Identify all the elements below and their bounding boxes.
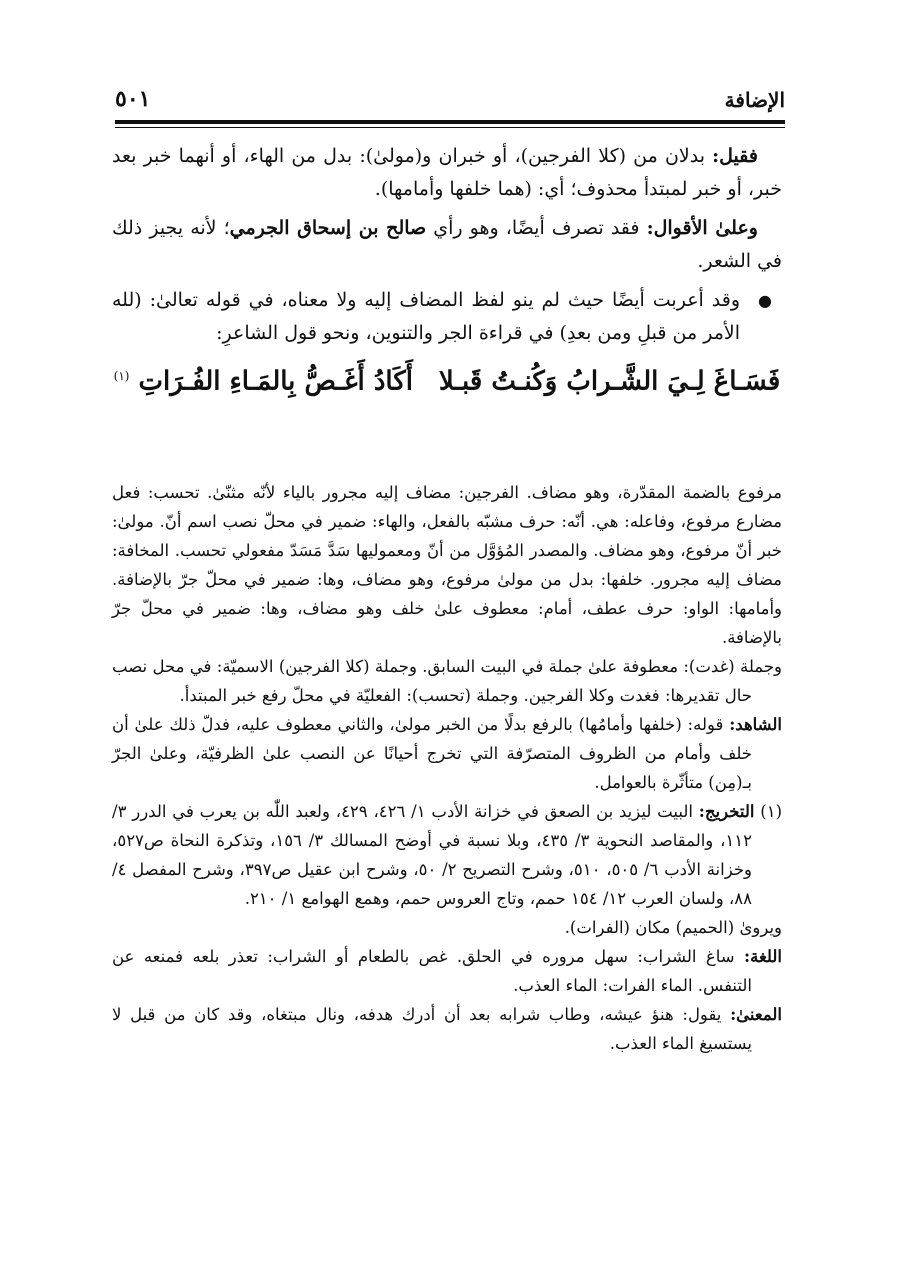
header-rule-thin: [115, 127, 785, 128]
note-sources-prefix: (١): [754, 802, 782, 821]
note-evidence: [112, 710, 782, 797]
note-parsing: مرفوع بالضمة المقدّرة، وهو مضاف. الفرجين: مضاف إليه مجرور بالياء لأنّه مثنّىٰ. تحسب: فعل مضارع مرفوع، وفاعله: هي. أنّه: حرف مشبّه بالفعل، والهاء: ضمير في محلّ نصب اسم أنّ. مولىٰ: خبر أنّ مرفوع، وهو مضاف. والمصدر المُؤوَّل من أنّ ومعموليها سَدَّ مَسَدّ مفعولي تحسب. المخافة: مضاف إليه مجرور. خلفها: بدل من مولىٰ مرفوع، وهو مضاف، وها: ضمير في محلّ جرّ بالإضافة. وأمامها: الواو: حرف عطف، أمام: معطوف علىٰ خلف وهو مضاف، وها: ضمير في محلّ جرّ بالإضافة.: [112, 483, 782, 647]
paragraph-2-text-c: ؛ لأنه يجيز ذلك في الشعر.: [112, 217, 782, 272]
note-meaning-text: يقول: هنؤ عيشه، وطاب شرابه بعد أن أدرك هدفه، ونال مبتغاه، وقد كان من قبل لا يستسيغ الماء العذب.: [112, 1005, 752, 1053]
note-variant: ويروىٰ (الحميم) مكان (الفرات).: [564, 918, 782, 937]
footnote-reference: (١): [113, 369, 130, 383]
bullet-paragraph: [112, 284, 782, 350]
note-sources-text: البيت ليزيد بن الصعق في خزانة الأدب ١/ ٤٢٦، ٤٢٩، ولعبد اللّٰه بن يعرب في الدرر ٣/ ١١٢، والمقاصد النحوية ٣/ ٤٣٥، وبلا نسبة في أوضح المسالك ٣/ ١٥٦، وتذكرة النحاة ص٥٢٧، وخزانة الأدب ٦/ ٥٠٥، ٥١٠، وشرح التصريح ٢/ ٥٠، وشرح ابن عقيل ص٣٩٧، وشرح المفصل ٤/ ٨٨، ولسان العرب ١٢/ ١٥٤ حمم، وتاج العروس حمم، وهمع الهوامع ١/ ٢١٠.: [112, 802, 752, 908]
note-language: [112, 942, 782, 1000]
note-evidence-label: الشاهد:: [729, 715, 782, 734]
paragraph-2-text-a: فقد تصرف أيضًا، وهو رأي: [426, 217, 647, 239]
note-sources-label: التخريج:: [698, 802, 755, 821]
verse-second-hemistich: أَكَادُ أَغَـصُّ بِالمَـاءِ الفُـرَاتِ: [138, 366, 413, 397]
footnotes: [112, 478, 782, 1058]
chapter-title: الإضافة: [724, 88, 785, 112]
paragraph-2-label: وعلىٰ الأقوال:: [646, 217, 758, 239]
bullet-text: وقد أعربت أيضًا حيث لم ينو لفظ المضاف إليه ولا معناه، في قوله تعالىٰ: (لله الأمر من قبلِ ومن بعدِ) في قراءة الجر والتنوين، ونحو قول الشاعرِ:: [112, 289, 740, 344]
poetry-verse: [112, 360, 782, 399]
note-meaning-label: المعنىٰ:: [730, 1005, 782, 1024]
main-text: [112, 140, 782, 399]
note-sources: [112, 797, 782, 913]
note-evidence-text: قوله: (خلفها وأمامُها) بالرفع بدلًا من الخبر مولىٰ، والثاني معطوف عليه، فدلّ ذلك علىٰ أن خلف وأمام من الظروف المتصرّفة التي تخرج أحيانًا عن النصب علىٰ الظرفيّة، وعلىٰ الجرّ بـ(مِن) متأثّرة بالعوامل.: [112, 715, 752, 792]
paragraph-1-label: فقيل:: [712, 145, 758, 167]
verse-first-hemistich: فَسَـاغَ لِـيَ الشَّـرابُ وَكُنـتُ قَبـلا: [438, 366, 781, 397]
paragraph-1: [112, 140, 782, 206]
paragraph-2: [112, 212, 782, 278]
note-meaning: [112, 1000, 782, 1058]
paragraph-2-bold-name: صالح بن إسحاق الجرمي: [229, 217, 427, 239]
running-header: [115, 82, 785, 116]
note-language-label: اللغة:: [744, 947, 782, 966]
bullet-icon: ●: [758, 291, 772, 310]
note-sentences: وجملة (غدت): معطوفة علىٰ جملة في البيت السابق. وجملة (كلا الفرجين) الاسميّة: في محل نصب حال تقديرها: فغدت وكلا الفرجين. وجملة (تحسب): الفعليّة في محلّ رفع خبر المبتدأ.: [112, 657, 782, 705]
page-number: ٥٠١: [115, 86, 151, 112]
paragraph-1-text: بدلان من (كلا الفرجين)، أو خبران و(مولىٰ): بدل من الهاء، أو أنهما خبر بعد خبر، أو خبر لمبتدأ محذوف؛ أي: (هما خلفها وأمامها).: [112, 145, 782, 200]
header-rule-thick: [115, 120, 785, 124]
note-language-text: ساغ الشراب: سهل مروره في الحلق. غص بالطعام أو الشراب: تعذر بلعه فمنعه عن التنفس. الماء الفرات: الماء العذب.: [112, 947, 752, 995]
